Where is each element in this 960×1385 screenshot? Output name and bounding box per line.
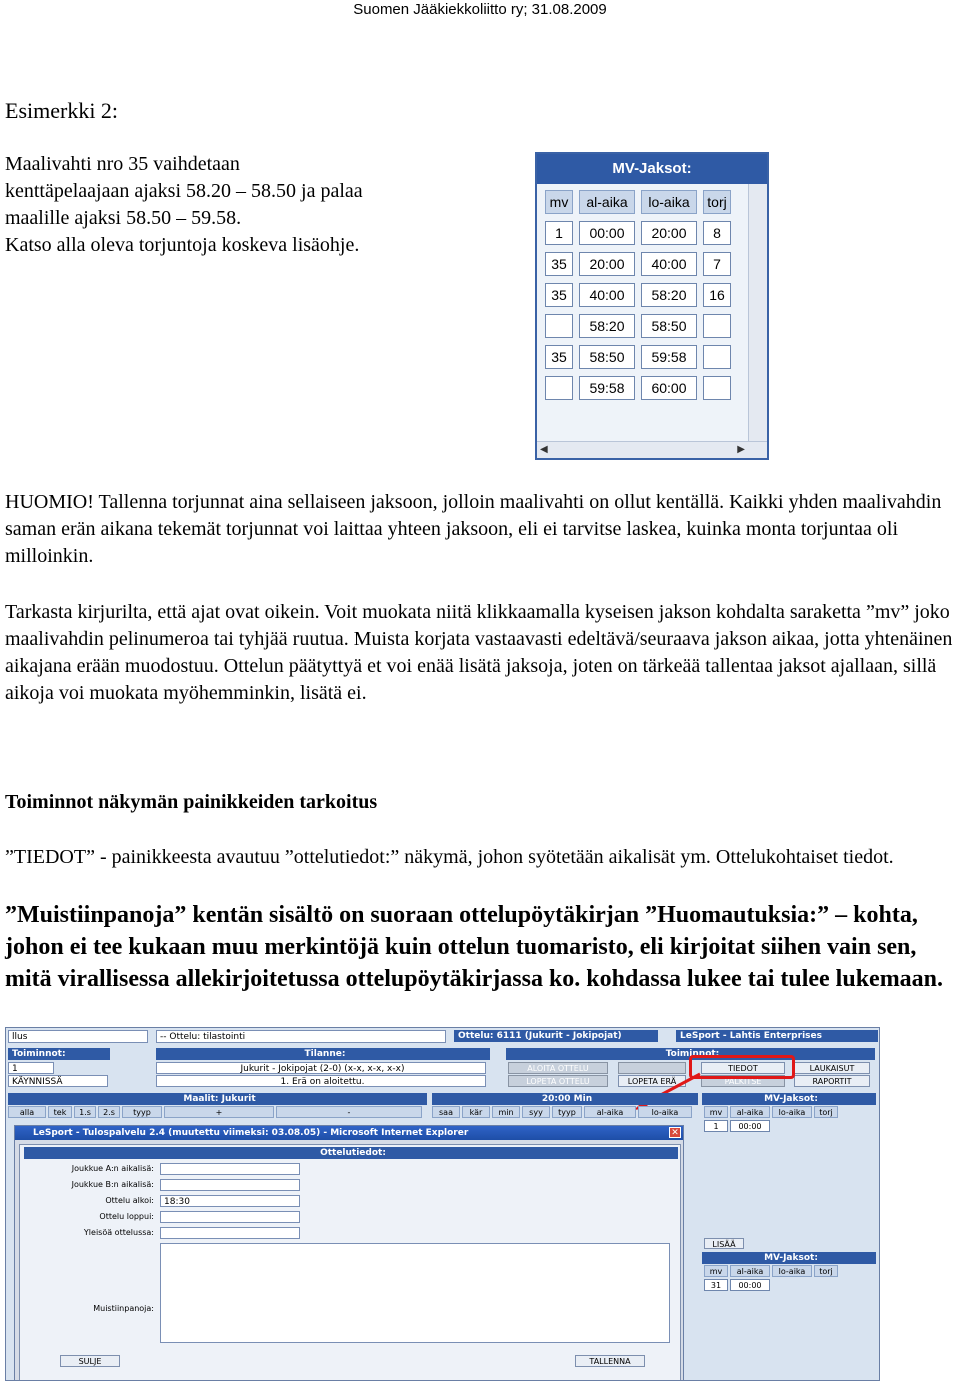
column-header: 1.s	[74, 1106, 96, 1118]
lo-aika-cell[interactable]: 40:00	[641, 252, 697, 276]
tiedot-paragraph: ”TIEDOT” - painikkeesta avautuu ”ottelutiedot:” näkymä, johon syötetään aikalisät ym. Ottelukohtaiset tiedot.	[5, 846, 894, 868]
example-line: kenttäpelaajaan ajaksi 58.20 – 58.50 ja palaa	[5, 180, 363, 202]
sulje-button[interactable]: SULJE	[60, 1355, 120, 1367]
field-label: Ottelu loppui:	[99, 1212, 154, 1221]
tiedot-button[interactable]: TIEDOT	[701, 1062, 785, 1074]
column-header: lo-aika	[638, 1106, 692, 1118]
table-row	[545, 252, 741, 276]
scroll-right-icon[interactable]: ▶	[737, 444, 745, 455]
field-label: Joukkue B:n aikalisä:	[71, 1180, 154, 1189]
toiminnot-label: Toiminnot:	[8, 1048, 110, 1060]
palkitse-button[interactable]: PALKITSE	[701, 1075, 785, 1087]
toiminnot2-label: Toiminnot:	[506, 1048, 875, 1060]
column-header: -	[276, 1106, 422, 1118]
table-row	[545, 376, 741, 400]
huomio-paragraph	[5, 489, 955, 570]
column-header: +	[164, 1106, 274, 1118]
highlight-box	[689, 1055, 795, 1079]
torj-cell[interactable]	[703, 314, 731, 338]
mv-cell[interactable]: 35	[545, 345, 573, 369]
vertical-scrollbar[interactable]	[748, 184, 767, 442]
mv-jaksot-panel	[535, 152, 769, 460]
column-header-torj: torj	[703, 190, 731, 214]
tallenna-button[interactable]: TALLENNA	[575, 1355, 645, 1367]
lo-aika-cell[interactable]: 60:00	[641, 376, 697, 400]
al-aika-cell[interactable]: 59:58	[579, 376, 635, 400]
al-aika-cell[interactable]: 00:00	[730, 1120, 770, 1132]
dialog-body	[19, 1144, 681, 1381]
table-row	[545, 283, 741, 307]
joukkue-b-aikalisa-input[interactable]	[160, 1179, 300, 1191]
table-row	[545, 221, 741, 245]
lo-aika-cell[interactable]: 59:58	[641, 345, 697, 369]
mv-cell[interactable]: 35	[545, 252, 573, 276]
lo-aika-cell[interactable]: 58:20	[641, 283, 697, 307]
ottelutiedot-dialog	[14, 1125, 684, 1381]
aloita-ottelu-button[interactable]: ALOITA OTTELU	[508, 1062, 608, 1074]
ottelu-loppui-input[interactable]	[160, 1211, 300, 1223]
column-header: tyyp	[552, 1106, 582, 1118]
period-select[interactable]: 1	[8, 1062, 54, 1074]
column-header: tyyp	[122, 1106, 162, 1118]
column-header: kär	[462, 1106, 490, 1118]
mv-cell[interactable]: 35	[545, 283, 573, 307]
laukaisut-button[interactable]: LAUKAISUT	[794, 1062, 870, 1074]
column-header-lo-aika: lo-aika	[641, 190, 697, 214]
column-header: torj	[814, 1265, 838, 1277]
al-aika-cell[interactable]: 58:20	[579, 314, 635, 338]
section-title: Toiminnot näkymän painikkeiden tarkoitus	[5, 791, 378, 813]
column-header: saa	[432, 1106, 460, 1118]
muistiinpanoja-textarea[interactable]	[160, 1243, 670, 1343]
column-header: lo-aika	[772, 1265, 812, 1277]
lopeta-era-button[interactable]: LOPETA ERÄ	[618, 1075, 686, 1087]
lopeta-ottelu-button[interactable]: LOPETA OTTELU	[508, 1075, 608, 1087]
timer-label: 20:00 Min	[432, 1093, 698, 1105]
maalit-label: Maalit: Jukurit	[8, 1093, 427, 1105]
al-aika-cell[interactable]: 58:50	[579, 345, 635, 369]
huomio-lead: HUOMIO!	[5, 491, 94, 513]
mv-cell[interactable]: 31	[704, 1279, 728, 1291]
ottelutiedot-header: Ottelutiedot:	[24, 1147, 678, 1159]
torj-cell[interactable]	[703, 345, 731, 369]
joukkue-a-aikalisa-input[interactable]	[160, 1163, 300, 1175]
column-header: torj	[814, 1106, 838, 1118]
al-aika-cell[interactable]: 40:00	[579, 283, 635, 307]
ottelu-alkoi-input[interactable]: 18:30	[160, 1195, 300, 1207]
column-header: lo-aika	[772, 1106, 812, 1118]
mv-jaksot-header-row	[545, 190, 741, 214]
table-row	[545, 345, 741, 369]
column-header: al-aika	[730, 1106, 770, 1118]
example-text	[5, 151, 525, 259]
field-label: Yleisöä ottelussa:	[83, 1228, 154, 1237]
mv-jaksot-title-top: MV-Jaksot:	[702, 1093, 876, 1105]
torj-cell[interactable]	[703, 376, 731, 400]
column-header-mv: mv	[545, 190, 573, 214]
field-label: Ottelu alkoi:	[105, 1196, 154, 1205]
lisaa-button[interactable]: LISÄÄ	[704, 1238, 744, 1249]
column-header: tek	[48, 1106, 72, 1118]
column-header: mv	[704, 1106, 728, 1118]
mv-cell[interactable]: 1	[704, 1120, 728, 1132]
column-header: 2.s	[98, 1106, 120, 1118]
match-title: Ottelu: 6111 (Jukurit - Jokipojat)	[454, 1030, 658, 1042]
example-line: Katso alla oleva torjuntoja koskeva lisäohje.	[5, 234, 360, 256]
brand-title: LeSport - Lahtis Enterprises	[676, 1030, 878, 1042]
mv-jaksot-table	[545, 190, 741, 407]
view-select[interactable]: -- Ottelu: tilastointi	[156, 1030, 446, 1043]
horizontal-scrollbar[interactable]	[537, 441, 767, 458]
example-line: maalille ajaksi 58.50 – 59.58.	[5, 207, 242, 229]
era-field: 1. Erä on aloitettu.	[156, 1075, 486, 1087]
torj-cell[interactable]: 16	[703, 283, 731, 307]
field-label: Muistiinpanoja:	[93, 1304, 154, 1313]
torj-cell[interactable]: 8	[703, 221, 731, 245]
status-field: KÄYNNISSÄ	[8, 1075, 108, 1087]
scroll-left-icon[interactable]: ◀	[540, 444, 548, 455]
column-header: min	[492, 1106, 520, 1118]
example-title: Esimerkki 2:	[5, 98, 119, 123]
table-row	[545, 314, 741, 338]
column-header: al-aika	[730, 1265, 770, 1277]
yleiso-input[interactable]	[160, 1227, 300, 1239]
tarkasta-paragraph: Tarkasta kirjurilta, että ajat ovat oikein. Voit muokata niitä klikkaamalla kyseisen jakson kohdalta saraketta ”mv” joko maalivahdin pelinumeroa tai tyhjää ruutua. Muista korjata vastaavasti edeltävä/seuraava jakson aikaa, jotta yhtenäinen aikajana erään muodostuu. Ottelun päätyttyä et voi enää lisätä jaksoja, joten on tärkeää tallentaa jaksot ajallaan, sillä aikoja voi muokata myöhemminkin, lisätä ei.	[5, 601, 953, 704]
column-header: mv	[704, 1265, 728, 1277]
al-aika-cell[interactable]: 00:00	[579, 221, 635, 245]
mv-jaksot-title: MV-Jaksot:	[537, 154, 767, 184]
al-aika-cell[interactable]: 20:00	[579, 252, 635, 276]
column-header: syy	[522, 1106, 550, 1118]
lo-aika-cell[interactable]: 58:50	[641, 314, 697, 338]
tilanne-field: Jukurit - Jokipojat (2-0) (x-x, x-x, x-x)	[156, 1062, 486, 1074]
column-header: alla	[8, 1106, 46, 1118]
lo-aika-cell[interactable]: 20:00	[641, 221, 697, 245]
menu-select[interactable]: llus	[8, 1030, 148, 1043]
mv-cell[interactable]	[545, 314, 573, 338]
mv-cell[interactable]: 1	[545, 221, 573, 245]
close-icon[interactable]: ✕	[669, 1127, 681, 1138]
mv-jaksot-title-bottom: MV-Jaksot:	[702, 1252, 876, 1264]
column-header-al-aika: al-aika	[579, 190, 635, 214]
example-line: Maalivahti nro 35 vaihdetaan	[5, 153, 240, 175]
tilanne-label: Tilanne:	[156, 1048, 490, 1060]
muistiinpanoja-paragraph: ”Muistiinpanoja” kentän sisältö on suoraan ottelupöytäkirjan ”Huomautuksia:” – kohta, johon ei tee kukaan muu merkintöjä kuin ottelun tuomaristo, eli kirjoitat siihen vain sen, mitä virallisessa allekirjoitetussa ottelupöytäkirjassa ko. kohdassa lukee tai tulee lukemaan.	[5, 902, 944, 992]
lesport-app-screenshot	[5, 1027, 880, 1381]
column-header: al-aika	[584, 1106, 636, 1118]
dialog-title: LeSport - Tulospalvelu 2.4 (muutettu viimeksi: 03.08.05) - Microsoft Internet Explorer	[15, 1126, 683, 1140]
mv-cell[interactable]	[545, 376, 573, 400]
page-header: Suomen Jääkiekkoliitto ry; 31.08.2009	[353, 1, 607, 18]
raportit-button[interactable]: RAPORTIT	[794, 1075, 870, 1087]
al-aika-cell[interactable]: 00:00	[730, 1279, 770, 1291]
torj-cell[interactable]: 7	[703, 252, 731, 276]
field-label: Joukkue A:n aikalisä:	[71, 1164, 154, 1173]
huomio-text: Tallenna torjunnat aina sellaiseen jaksoon, jolloin maalivahti on ollut kentällä. Kaikki yhden maalivahdin saman erän aikana tekemät torjunnat voi laittaa yhteen jaksoon, eli ei tarvitse laskea, kuinka monta torjuntaa oli milloinkin.	[5, 491, 942, 567]
